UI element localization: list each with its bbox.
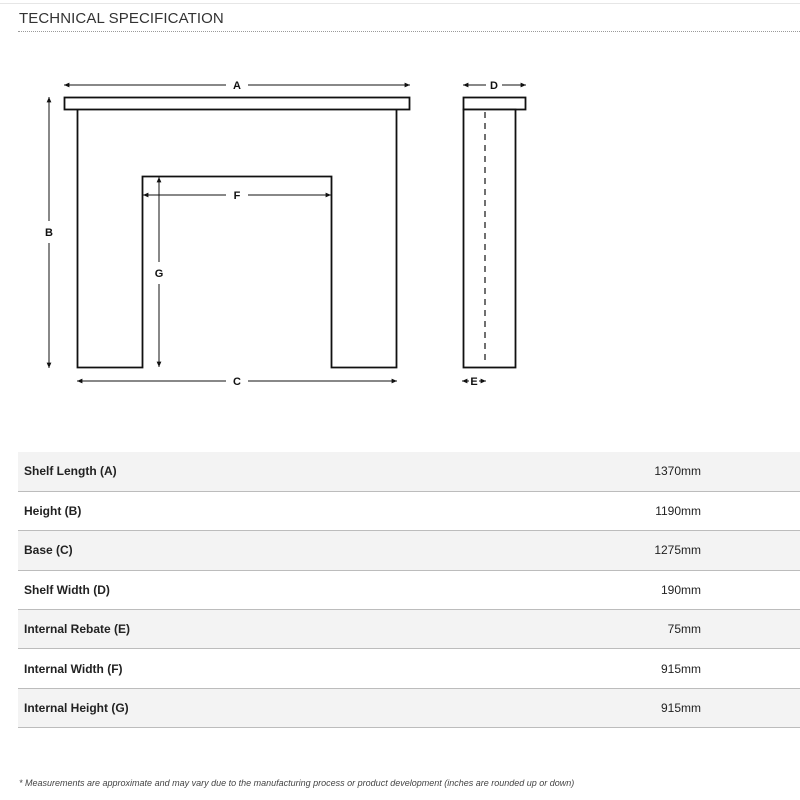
front-surround [78, 110, 397, 368]
measurements-footnote: * Measurements are approximate and may vary due to the manufacturing process or product development (inches are rounded up or down) [19, 778, 575, 788]
spec-label: Internal Height (G) [18, 688, 524, 727]
spec-value: 1370mm [524, 452, 800, 491]
spec-label: Height (B) [18, 491, 524, 530]
spec-label: Base (C) [18, 531, 524, 570]
table-row [18, 452, 800, 491]
side-shelf [464, 98, 526, 110]
table-row [18, 610, 800, 649]
table-row [18, 688, 800, 727]
front-shelf [65, 98, 410, 110]
dimension-a-label: A [233, 80, 241, 92]
spec-label: Shelf Width (D) [18, 570, 524, 609]
dimension-g-label: G [154, 268, 164, 280]
spec-value: 1275mm [524, 531, 800, 570]
spec-value: 915mm [524, 688, 800, 727]
dimension-e-label: E [470, 376, 478, 388]
table-row [18, 531, 800, 570]
spec-value: 915mm [524, 649, 800, 688]
table-row [18, 570, 800, 609]
spec-label: Internal Width (F) [18, 649, 524, 688]
spec-value: 75mm [524, 610, 800, 649]
dimension-f-label: F [233, 190, 241, 202]
table-row [18, 491, 800, 530]
page-title: TECHNICAL SPECIFICATION [19, 10, 224, 27]
dimension-b-label: B [45, 227, 53, 239]
spec-label: Shelf Length (A) [18, 452, 524, 491]
dimension-c-label: C [233, 376, 241, 388]
side-body [464, 110, 516, 368]
spec-value: 190mm [524, 570, 800, 609]
spec-value: 1190mm [524, 491, 800, 530]
specification-table [18, 452, 800, 728]
spec-label: Internal Rebate (E) [18, 610, 524, 649]
dimension-d-label: D [490, 80, 498, 92]
table-row [18, 649, 800, 688]
